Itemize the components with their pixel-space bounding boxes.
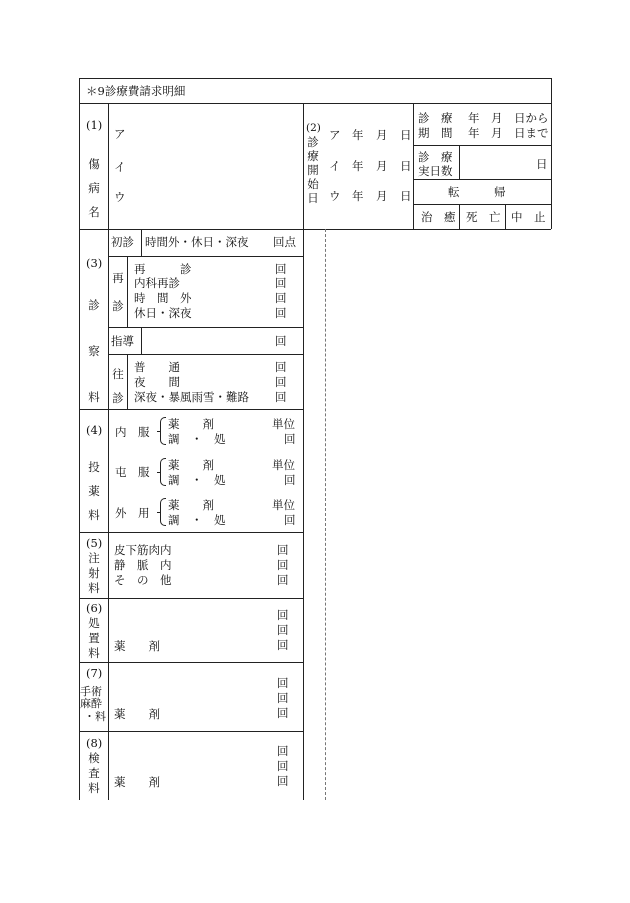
frame-top xyxy=(79,78,551,79)
brace-icon xyxy=(160,498,166,526)
surgery-unit: 回 xyxy=(277,676,289,690)
sep-treat-surg xyxy=(79,662,303,663)
exam-house-div xyxy=(127,354,128,409)
main-col-divider xyxy=(303,103,304,800)
start-date-kana: ウ xyxy=(329,189,341,203)
exam-house-row: 深夜・暴風雨雪・難路 xyxy=(134,390,249,404)
month-label: 月 xyxy=(376,159,388,173)
inspection-label-num: (8) xyxy=(86,736,103,750)
treatment-label: 処置料 xyxy=(88,616,100,660)
surgery-unit: 回 xyxy=(277,706,289,720)
label-col-divider xyxy=(108,103,109,800)
start-date-kana: ア xyxy=(329,128,341,142)
medication-prep: 調 ・ 処 xyxy=(168,432,226,446)
exam-revisit-unit: 回 xyxy=(275,262,287,276)
inspection-unit: 回 xyxy=(277,774,289,788)
outcome-header-bottom xyxy=(413,204,551,205)
disease-item-i: イ xyxy=(114,160,126,174)
exam-house-row: 普 通 xyxy=(134,360,180,374)
surgery-label-c: ・料 xyxy=(84,710,106,723)
medication-prep: 調 ・ 処 xyxy=(168,513,226,527)
year-label: 年 xyxy=(352,189,364,203)
exam-first-items: 時間外・休日・深夜 xyxy=(145,235,249,249)
exam-revisit-unit: 回 xyxy=(275,306,287,320)
title-divider xyxy=(79,103,551,104)
exam-guidance-bottom xyxy=(108,354,303,355)
year-label: 年 xyxy=(352,128,364,142)
medication-drug-unit: 単位 xyxy=(272,417,295,431)
inspection-unit: 回 xyxy=(277,744,289,758)
medication-prep-unit: 回 xyxy=(284,432,296,446)
period-bottom xyxy=(413,145,551,146)
day-label: 日 xyxy=(400,189,412,203)
exam-house-unit: 回 xyxy=(275,375,287,389)
exam-revisit-unit: 回 xyxy=(275,276,287,290)
sep-inj-treat xyxy=(79,598,303,599)
injection-row: そ の 他 xyxy=(114,573,172,587)
exam-revisit-div xyxy=(127,256,128,327)
medication-prep: 調 ・ 処 xyxy=(168,473,226,487)
disease-label: 傷病名 xyxy=(88,157,100,219)
medication-label-num: (4) xyxy=(86,423,103,437)
disease-item-a: ア xyxy=(114,127,126,141)
medication-drug: 薬 剤 xyxy=(168,498,214,512)
exam-revisit-row: 休日・深夜 xyxy=(134,306,192,320)
medication-drug-unit: 単位 xyxy=(272,498,295,512)
outcome-header: 転 帰 xyxy=(448,185,506,199)
exam-revisit-bottom xyxy=(108,327,303,328)
injection-row: 静 脈 内 xyxy=(114,558,172,572)
exam-first-label: 初診 xyxy=(111,235,134,249)
exam-guidance-div xyxy=(141,327,142,354)
year-label: 年 xyxy=(352,159,364,173)
surgery-drug: 薬 剤 xyxy=(114,707,160,721)
outcome-cured: 治 癒 xyxy=(421,210,456,224)
exam-revisit-label: 再診 xyxy=(112,271,124,313)
exam-revisit-unit: 回 xyxy=(275,291,287,305)
disease-label-num: (1) xyxy=(86,118,103,132)
exam-house-unit: 回 xyxy=(275,390,287,404)
month-label: 月 xyxy=(376,128,388,142)
sep-med-inj xyxy=(79,532,303,533)
exam-label-num: (3) xyxy=(86,256,103,270)
outcome-div-1 xyxy=(459,204,460,229)
medication-prep-unit: 回 xyxy=(284,473,296,487)
medication-drug: 薬 剤 xyxy=(168,458,214,472)
days-label-2: 実日数 xyxy=(418,164,453,178)
surgery-unit: 回 xyxy=(277,691,289,705)
surgery-label-b: 麻酔 xyxy=(80,697,102,710)
start-date-kana: イ xyxy=(329,159,341,173)
days-divider xyxy=(459,145,460,179)
medication-label: 投薬料 xyxy=(88,460,100,522)
surgery-label-a: 手術 xyxy=(80,685,102,698)
medication-group-label: 外 用 xyxy=(115,506,150,520)
start-date-label: 診療開始日 xyxy=(307,135,319,205)
brace-icon xyxy=(160,417,166,445)
days-bottom xyxy=(413,179,551,180)
dashed-divider xyxy=(325,229,326,800)
exam-first-unit: 回点 xyxy=(273,235,296,249)
injection-label: 注射料 xyxy=(88,551,100,595)
medication-prep-unit: 回 xyxy=(284,513,296,527)
exam-revisit-row: 内科再診 xyxy=(134,276,180,290)
date-col-divider xyxy=(413,103,414,229)
injection-unit: 回 xyxy=(277,543,289,557)
exam-guidance-label: 指導 xyxy=(111,334,134,348)
exam-guidance-unit: 回 xyxy=(275,334,287,348)
period-label-2: 期 間 xyxy=(418,126,453,140)
inspection-label: 検査料 xyxy=(88,751,100,795)
days-label-1: 診 療 xyxy=(418,150,453,164)
month-label: 月 xyxy=(376,189,388,203)
day-label: 日 xyxy=(400,159,412,173)
injection-unit: 回 xyxy=(277,558,289,572)
exam-first-bottom xyxy=(108,256,303,257)
inspection-drug: 薬 剤 xyxy=(114,775,160,789)
treatment-label-num: (6) xyxy=(86,601,103,615)
medication-drug-unit: 単位 xyxy=(272,458,295,472)
treatment-drug: 薬 剤 xyxy=(114,639,160,653)
frame-right xyxy=(551,78,552,229)
outcome-stopped: 中 止 xyxy=(511,210,546,224)
brace-icon xyxy=(160,458,166,486)
treatment-unit: 回 xyxy=(277,608,289,622)
exam-first-div xyxy=(141,229,142,256)
exam-revisit-row: 再 診 xyxy=(134,262,192,276)
period-from: 年 月 日から xyxy=(468,111,549,125)
outcome-div-2 xyxy=(505,204,506,229)
exam-house-label: 往診 xyxy=(112,367,124,405)
outcome-died: 死 亡 xyxy=(466,210,501,224)
injection-label-num: (5) xyxy=(86,536,103,550)
days-unit: 日 xyxy=(536,157,548,171)
medication-drug: 薬 剤 xyxy=(168,417,214,431)
treatment-unit: 回 xyxy=(277,623,289,637)
disease-item-u: ウ xyxy=(114,190,126,204)
sep-surg-insp xyxy=(79,731,303,732)
inspection-unit: 回 xyxy=(277,759,289,773)
form-title: ＊9診療費請求明細 xyxy=(86,84,186,98)
injection-unit: 回 xyxy=(277,573,289,587)
injection-row: 皮下筋肉内 xyxy=(114,543,172,557)
period-to: 年 月 日まで xyxy=(468,126,549,140)
surgery-label-num: (7) xyxy=(86,666,103,680)
medication-group-label: 屯 服 xyxy=(115,465,150,479)
period-label-1: 診 療 xyxy=(418,111,453,125)
exam-house-unit: 回 xyxy=(275,360,287,374)
start-date-label-num: (2) xyxy=(306,122,321,134)
exam-revisit-row: 時 間 外 xyxy=(134,291,192,305)
day-label: 日 xyxy=(400,128,412,142)
treatment-unit: 回 xyxy=(277,638,289,652)
exam-house-row: 夜 間 xyxy=(134,375,180,389)
medication-group-label: 内 服 xyxy=(115,425,150,439)
exam-label: 診察料 xyxy=(88,298,100,404)
header-bottom xyxy=(79,229,551,230)
